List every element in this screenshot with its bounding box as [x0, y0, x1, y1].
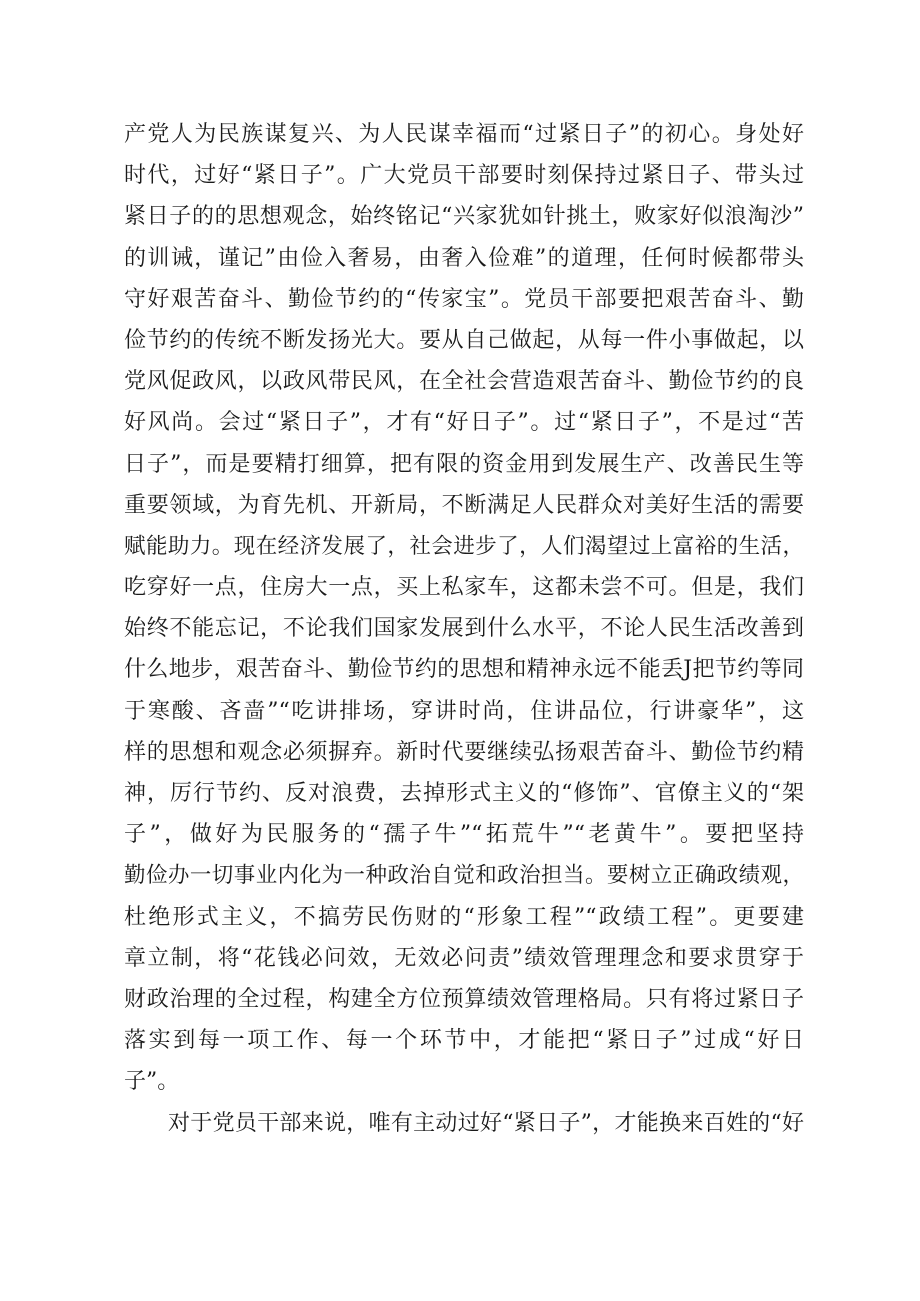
- text-line: 紧日子的的思想观念，始终铭记“兴家犹如针挑土，败家好似浪淘沙”: [124, 204, 804, 230]
- text-line: 什么地步，艰苦奋斗、勤俭节约的思想和精神永远不能丢J把节约等同: [124, 657, 804, 683]
- text-line: 守好艰苦奋斗、勤俭节约的“传家宝”。党员干部要把艰苦奋斗、勤: [124, 286, 804, 312]
- text-line: 赋能助力。现在经济发展了，社会进步了，人们渴望过上富裕的生活，: [124, 533, 804, 559]
- text-line: 好风尚。会过“紧日子”，才有“好日子”。过“紧日子”，不是过“苦: [124, 410, 804, 436]
- text-line: 吃穿好一点，住房大一点，买上私家车，这都未尝不可。但是，我们: [124, 575, 804, 601]
- text-line: 杜绝形式主义，不搞劳民伤财的“形象工程”“政绩工程”。更要建: [124, 904, 804, 930]
- paragraph-first-line: 对于党员干部来说，唯有主动过好“紧日子”，才能换来百姓的“好: [168, 1110, 804, 1136]
- text-line: 党风促政风，以政风带民风，在全社会营造艰苦奋斗、勤俭节约的良: [124, 369, 804, 395]
- text-line: 产党人为民族谋复兴、为人民谋幸福而“过紧日子”的初心。身处好: [124, 122, 804, 147]
- text-line: 落实到每一项工作、每一个环节中，才能把“紧日子”过成“好日: [124, 1028, 804, 1054]
- text-line: 子”，做好为民服务的“孺子牛”“拓荒牛”“老黄牛”。要把坚持: [124, 822, 804, 848]
- text-line: 时代，过好“紧日子”。广大党员干部要时刻保持过紧日子、带头过: [124, 163, 804, 189]
- text-line: 俭节约的传统不断发扬光大。要从自己做起，从每一件小事做起，以: [124, 327, 804, 353]
- body-text: [124, 114, 804, 1144]
- text-line: 始终不能忘记，不论我们国家发展到什么水平，不论人民生活改善到: [124, 616, 804, 642]
- text-line: 勤俭办一切事业内化为一种政治自觉和政治担当。要树立正确政绩观，: [124, 863, 804, 889]
- text-line: 子”。: [124, 1069, 180, 1095]
- text-line: 日子”，而是要精打细算，把有限的资金用到发展生产、改善民生等: [124, 451, 804, 477]
- text-line: 神，厉行节约、反对浪费，去掉形式主义的“修饰”、官僚主义的“架: [124, 781, 804, 806]
- text-line: 财政治理的全过程，构建全方位预算绩效管理格局。只有将过紧日子: [124, 986, 804, 1012]
- text-line: 章立制，将“花钱必问效，无效必问责”绩效管理理念和要求贯穿于: [124, 945, 804, 971]
- text-line: 于寒酸、吝啬”“吃讲排场，穿讲时尚，住讲品位，行讲豪华”，这: [124, 698, 804, 724]
- text-line: 样的思想和观念必须摒弃。新时代要继续弘扬艰苦奋斗、勤俭节约精: [124, 739, 804, 765]
- text-line: 的训诫，谨记”由俭入奢易，由奢入俭难”的道理，任何时候都带头: [124, 245, 804, 271]
- text-line: 重要领域，为育先机、开新局，不断满足人民群众对美好生活的需要: [124, 492, 804, 518]
